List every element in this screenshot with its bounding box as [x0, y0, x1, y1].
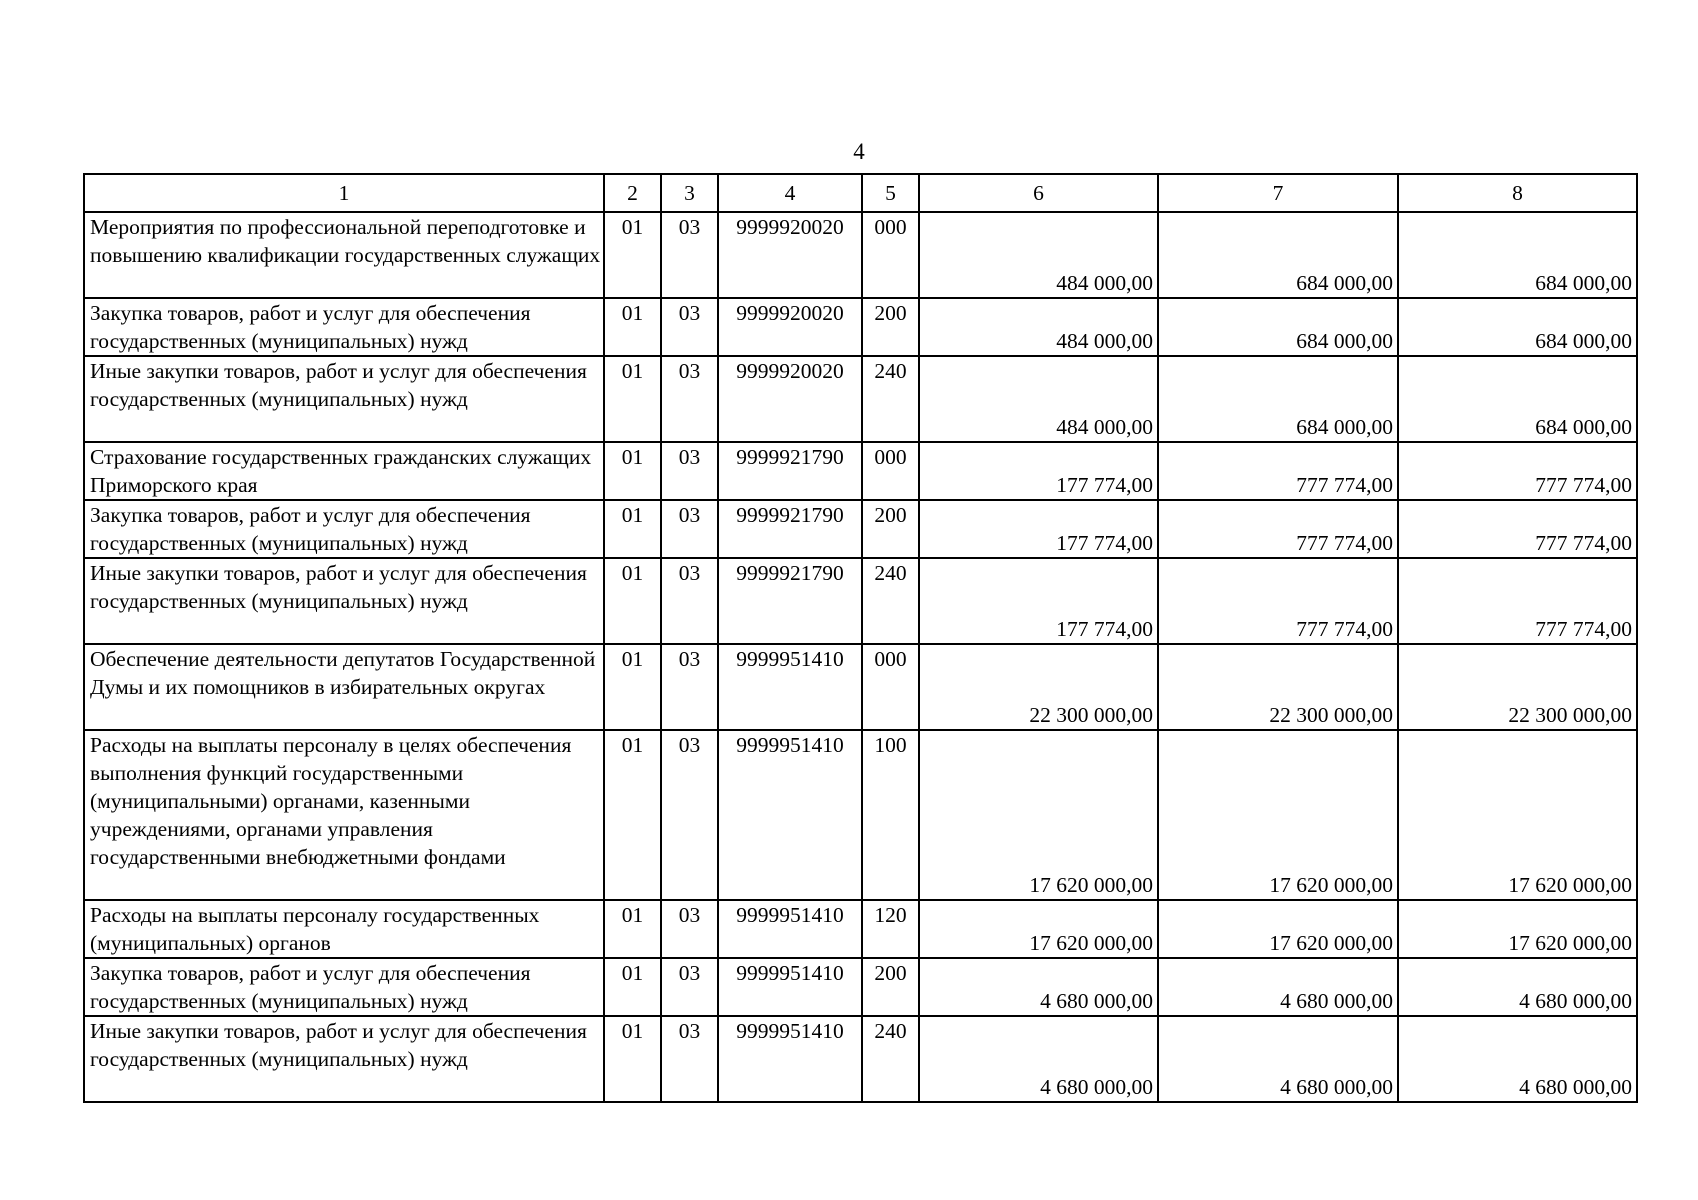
target-article-code: 9999920020 — [718, 356, 862, 442]
expense-type-code: 200 — [862, 500, 919, 558]
expense-type-code: 000 — [862, 644, 919, 730]
amount-col-6: 4 680 000,00 — [919, 1016, 1158, 1102]
amount-col-7: 17 620 000,00 — [1158, 730, 1398, 900]
amount-col-6: 177 774,00 — [919, 558, 1158, 644]
subsection-code: 03 — [661, 356, 718, 442]
amount-col-6: 484 000,00 — [919, 212, 1158, 298]
column-header: 1 — [84, 174, 604, 212]
expense-type-code: 000 — [862, 212, 919, 298]
table-row — [84, 500, 1637, 558]
amount-col-8: 4 680 000,00 — [1398, 958, 1637, 1016]
expense-name: Иные закупки товаров, работ и услуг для обеспечения государственных (муниципальных) нужд — [84, 1016, 604, 1102]
target-article-code: 9999951410 — [718, 730, 862, 900]
amount-col-8: 684 000,00 — [1398, 298, 1637, 356]
expense-type-code: 200 — [862, 958, 919, 1016]
subsection-code: 03 — [661, 500, 718, 558]
expense-type-code: 240 — [862, 558, 919, 644]
expense-name: Закупка товаров, работ и услуг для обеспечения государственных (муниципальных) нужд — [84, 500, 604, 558]
target-article-code: 9999920020 — [718, 298, 862, 356]
amount-col-6: 177 774,00 — [919, 442, 1158, 500]
subsection-code: 03 — [661, 558, 718, 644]
amount-col-6: 17 620 000,00 — [919, 900, 1158, 958]
section-code: 01 — [604, 298, 661, 356]
amount-col-6: 177 774,00 — [919, 500, 1158, 558]
subsection-code: 03 — [661, 730, 718, 900]
table-row — [84, 558, 1637, 644]
expense-type-code: 200 — [862, 298, 919, 356]
amount-col-7: 777 774,00 — [1158, 442, 1398, 500]
target-article-code: 9999951410 — [718, 900, 862, 958]
column-header: 7 — [1158, 174, 1398, 212]
amount-col-7: 684 000,00 — [1158, 298, 1398, 356]
amount-col-6: 484 000,00 — [919, 356, 1158, 442]
expense-type-code: 240 — [862, 356, 919, 442]
amount-col-8: 777 774,00 — [1398, 500, 1637, 558]
target-article-code: 9999921790 — [718, 500, 862, 558]
section-code: 01 — [604, 356, 661, 442]
section-code: 01 — [604, 500, 661, 558]
expense-name: Расходы на выплаты персоналу государственных (муниципальных) органов — [84, 900, 604, 958]
target-article-code: 9999920020 — [718, 212, 862, 298]
amount-col-7: 777 774,00 — [1158, 558, 1398, 644]
budget-table — [83, 173, 1638, 1103]
expense-name: Страхование государственных гражданских служащих Приморского края — [84, 442, 604, 500]
target-article-code: 9999921790 — [718, 442, 862, 500]
table-row — [84, 298, 1637, 356]
amount-col-7: 777 774,00 — [1158, 500, 1398, 558]
target-article-code: 9999951410 — [718, 644, 862, 730]
amount-col-8: 22 300 000,00 — [1398, 644, 1637, 730]
section-code: 01 — [604, 958, 661, 1016]
target-article-code: 9999951410 — [718, 958, 862, 1016]
table-row — [84, 212, 1637, 298]
amount-col-7: 22 300 000,00 — [1158, 644, 1398, 730]
expense-type-code: 240 — [862, 1016, 919, 1102]
page-number: 4 — [853, 139, 865, 164]
amount-col-7: 684 000,00 — [1158, 212, 1398, 298]
table-row — [84, 644, 1637, 730]
subsection-code: 03 — [661, 298, 718, 356]
amount-col-7: 684 000,00 — [1158, 356, 1398, 442]
subsection-code: 03 — [661, 958, 718, 1016]
column-header: 4 — [718, 174, 862, 212]
amount-col-7: 17 620 000,00 — [1158, 900, 1398, 958]
subsection-code: 03 — [661, 442, 718, 500]
expense-name: Закупка товаров, работ и услуг для обеспечения государственных (муниципальных) нужд — [84, 298, 604, 356]
expense-name: Мероприятия по профессиональной переподготовке и повышению квалификации государственных служащих — [84, 212, 604, 298]
expense-type-code: 120 — [862, 900, 919, 958]
amount-col-8: 777 774,00 — [1398, 442, 1637, 500]
amount-col-6: 484 000,00 — [919, 298, 1158, 356]
amount-col-7: 4 680 000,00 — [1158, 1016, 1398, 1102]
amount-col-8: 684 000,00 — [1398, 356, 1637, 442]
amount-col-8: 17 620 000,00 — [1398, 900, 1637, 958]
table-row — [84, 730, 1637, 900]
section-code: 01 — [604, 212, 661, 298]
column-header: 8 — [1398, 174, 1637, 212]
amount-col-6: 17 620 000,00 — [919, 730, 1158, 900]
target-article-code: 9999921790 — [718, 558, 862, 644]
expense-type-code: 000 — [862, 442, 919, 500]
header-row — [84, 174, 1637, 212]
subsection-code: 03 — [661, 900, 718, 958]
expense-name: Закупка товаров, работ и услуг для обеспечения государственных (муниципальных) нужд — [84, 958, 604, 1016]
target-article-code: 9999951410 — [718, 1016, 862, 1102]
column-header: 6 — [919, 174, 1158, 212]
section-code: 01 — [604, 900, 661, 958]
section-code: 01 — [604, 442, 661, 500]
amount-col-7: 4 680 000,00 — [1158, 958, 1398, 1016]
expense-name: Обеспечение деятельности депутатов Государственной Думы и их помощников в избирательных округах — [84, 644, 604, 730]
table-row — [84, 356, 1637, 442]
table-row — [84, 900, 1637, 958]
amount-col-8: 684 000,00 — [1398, 212, 1637, 298]
table-row — [84, 958, 1637, 1016]
table-row — [84, 1016, 1637, 1102]
subsection-code: 03 — [661, 1016, 718, 1102]
section-code: 01 — [604, 644, 661, 730]
section-code: 01 — [604, 1016, 661, 1102]
column-header: 5 — [862, 174, 919, 212]
expense-type-code: 100 — [862, 730, 919, 900]
amount-col-8: 17 620 000,00 — [1398, 730, 1637, 900]
section-code: 01 — [604, 558, 661, 644]
expense-name: Расходы на выплаты персоналу в целях обеспечения выполнения функций государственными (муниципальными) органами, казенными учреждениями, органами управления государственными внебюджетными фондами — [84, 730, 604, 900]
amount-col-8: 777 774,00 — [1398, 558, 1637, 644]
table-row — [84, 442, 1637, 500]
column-header: 3 — [661, 174, 718, 212]
section-code: 01 — [604, 730, 661, 900]
subsection-code: 03 — [661, 644, 718, 730]
expense-name: Иные закупки товаров, работ и услуг для обеспечения государственных (муниципальных) нужд — [84, 558, 604, 644]
amount-col-8: 4 680 000,00 — [1398, 1016, 1637, 1102]
column-header: 2 — [604, 174, 661, 212]
amount-col-6: 22 300 000,00 — [919, 644, 1158, 730]
expense-name: Иные закупки товаров, работ и услуг для обеспечения государственных (муниципальных) нужд — [84, 356, 604, 442]
subsection-code: 03 — [661, 212, 718, 298]
amount-col-6: 4 680 000,00 — [919, 958, 1158, 1016]
